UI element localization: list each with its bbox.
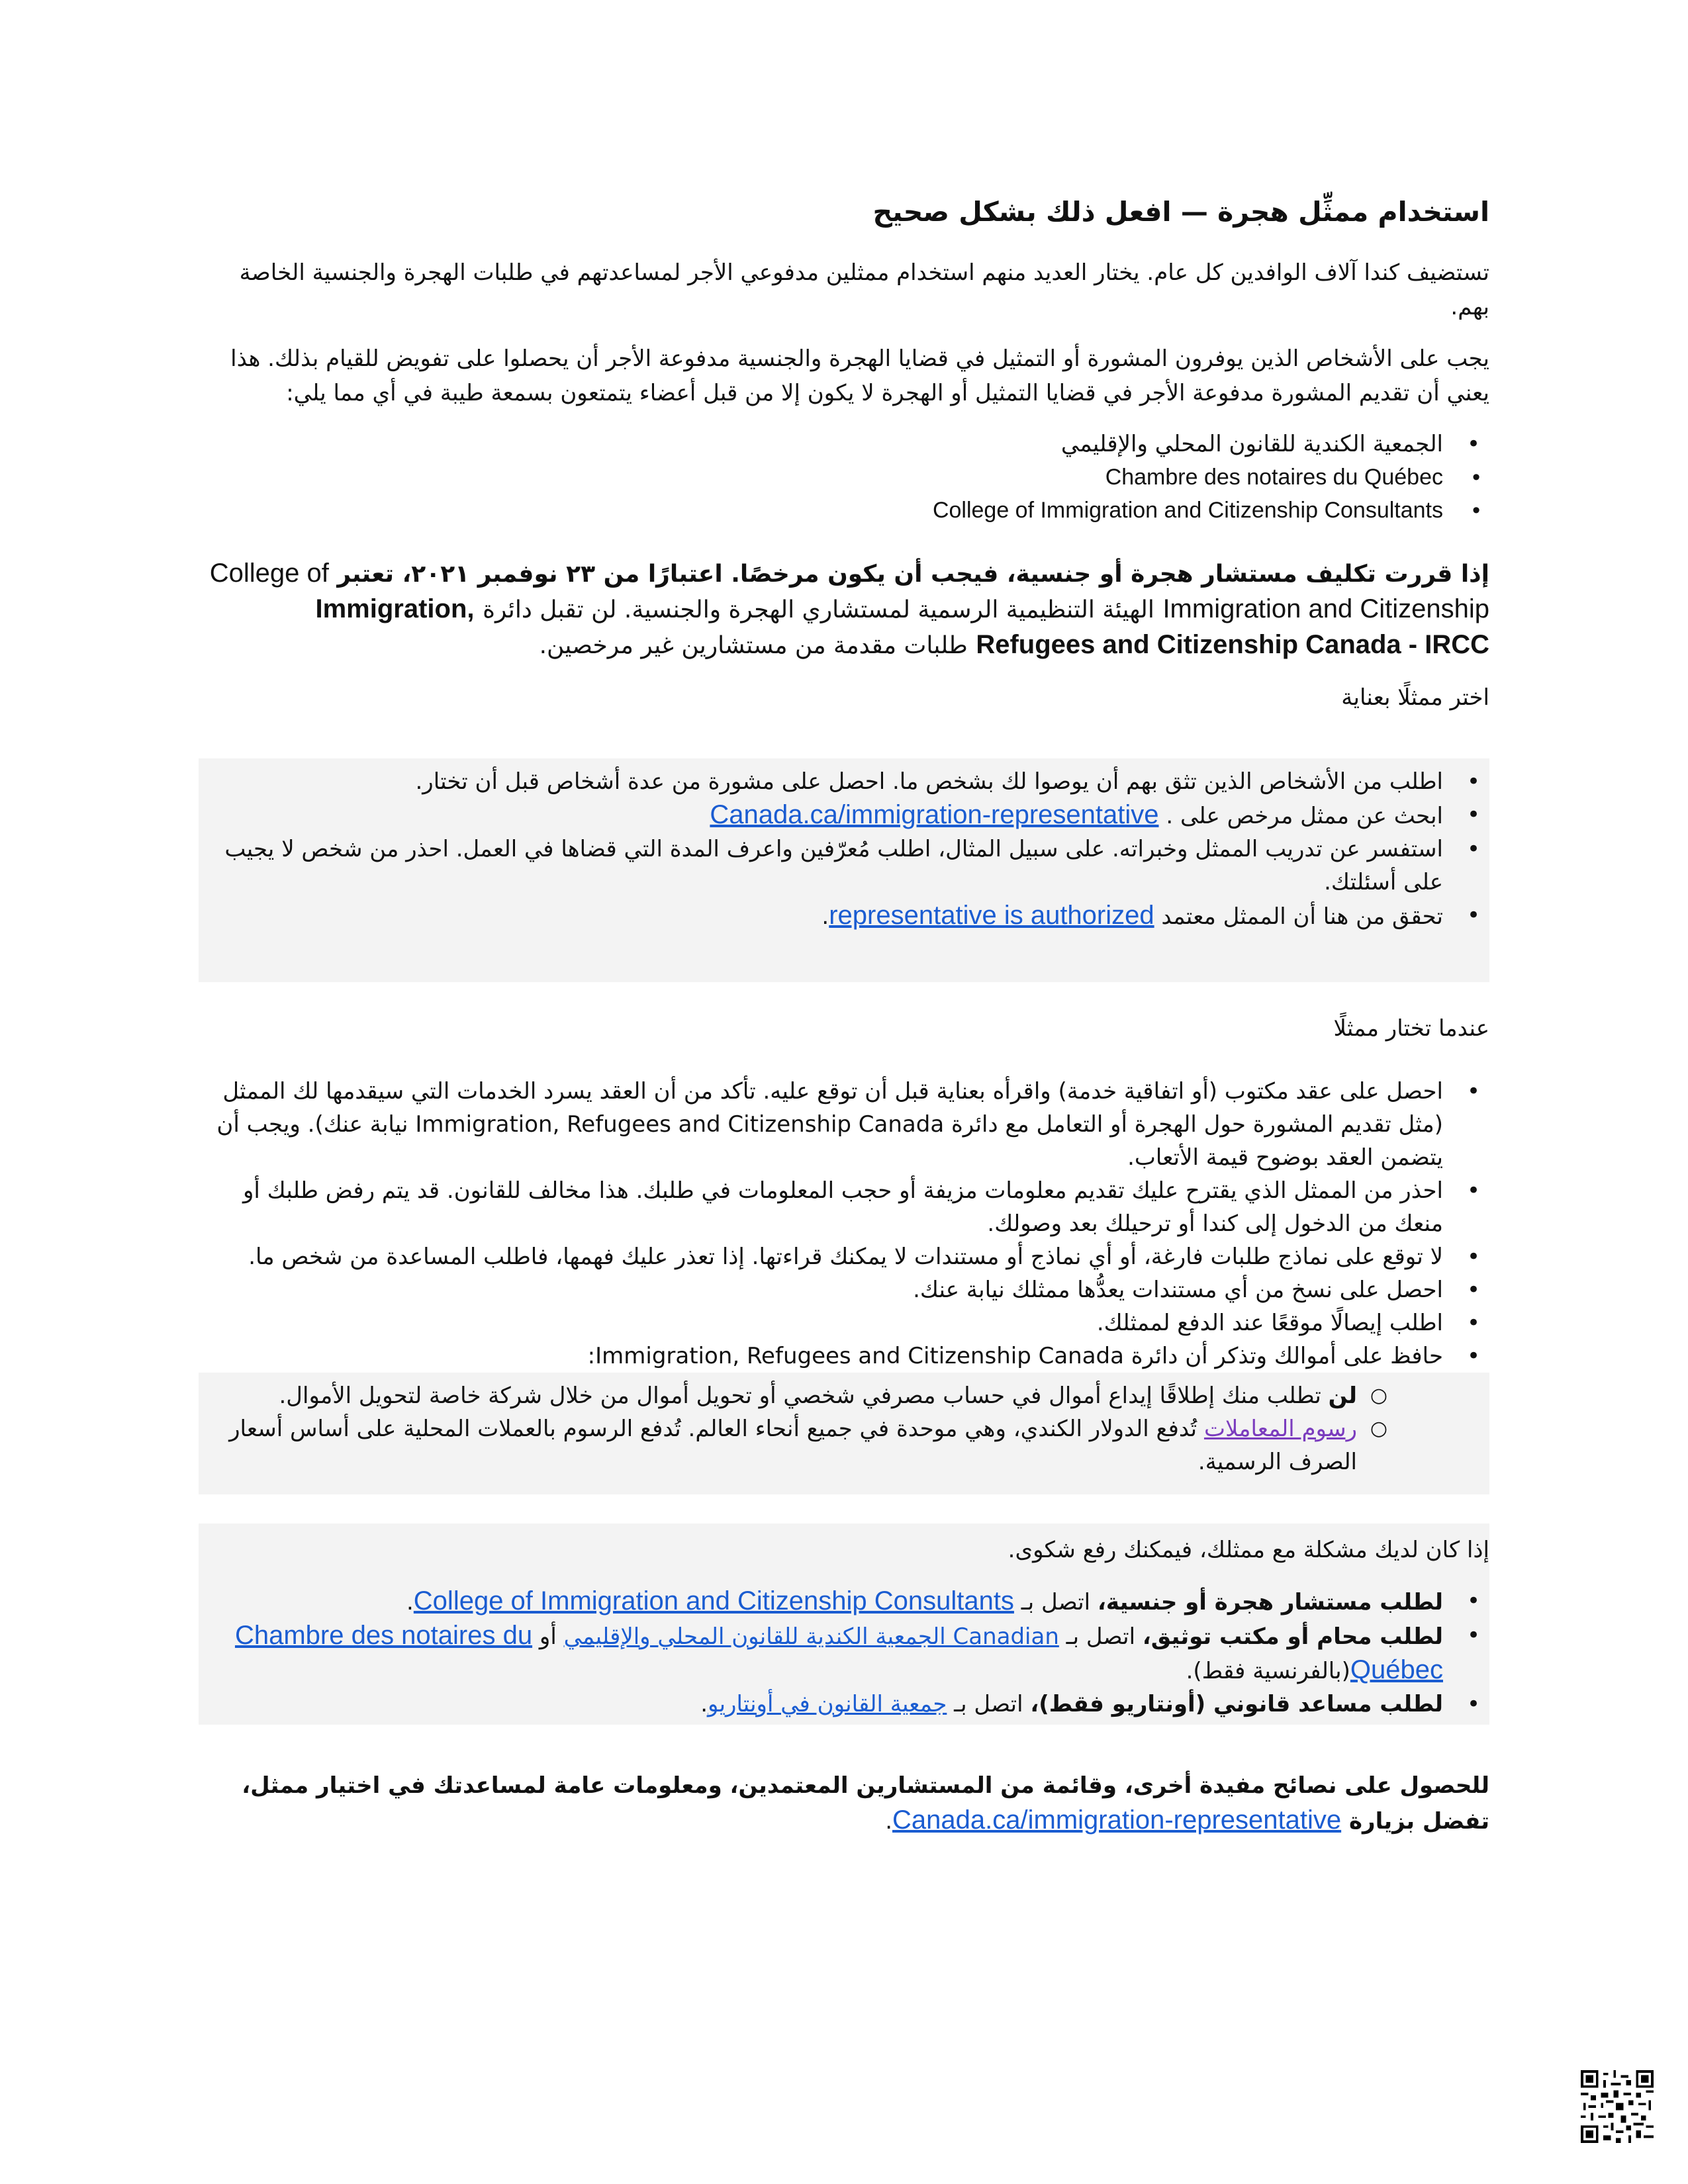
money-list [199, 1379, 1489, 1479]
list-item: • لطلب مساعد قانوني (أونتاريو فقط)، اتصل بـ جمعية القانون في أونتاريو. [199, 1688, 1489, 1721]
choose-heading: اختر ممثلًا بعناية [1341, 684, 1489, 711]
qr-code-icon [1581, 2070, 1654, 2143]
college-name: College of Immigration and Citizenship [209, 559, 1489, 623]
ontario-law-link[interactable]: جمعية القانون في أونتاريو [708, 1691, 947, 1717]
list-item: • لطلب مستشار هجرة أو جنسية، اتصل بـ College of Immigration and Citizenship Consultants. [199, 1584, 1489, 1619]
list-item: ○ لن تطلب منك إطلاقًا إيداع أموال في حساب مصرفي شخصي أو تحويل أموال من خلال شركة خاصة لتحويل الأموال. [199, 1379, 1489, 1412]
authorization-paragraph: يجب على الأشخاص الذين يوفرون المشورة أو التمثيل في قضايا الهجرة والجنسية مدفوعة الأجر أن يحصلوا على تفويض للقيام بذلك. هذا يعني أن تقديم المشورة مدفوعة الأجر في قضايا التمثيل أو الهجرة لا يكون إلا من قبل أعضاء يتمتعون بسمعة طيبة في أي مما يلي: [230, 345, 1489, 406]
choose-list [199, 765, 1489, 933]
list-item: ○ رسوم المعاملات تُدفع الدولار الكندي، وهي موحدة في جميع أنحاء العالم. تُدفع الرسوم بالعملات المحلية على أساس أسعار الصرف الرسمية. [199, 1412, 1489, 1479]
list-item: • احصل على عقد مكتوب (أو اتفاقية خدمة) واقرأه بعناية قبل أن توقع عليه. تأكد من أن العقد يسرد الخدمات التي سيقدمها لك الممثل (مثل تقديم المشورة حول الهجرة أو التعامل مع دائرة Immigration, Refugees and Citizenship Canada نيابة عنك). ويجب أن يتضمن العقد بوضوح قيمة الأتعاب. [199, 1075, 1489, 1174]
list-item: • لا توقع على نماذج طلبات فارغة، أو أي نماذج أو مستندات لا يمكنك قراءتها. إذا تعذر عليك فهمها، فاطلب المساعدة من شخص ما. [199, 1240, 1489, 1273]
choose-section [199, 758, 1489, 982]
ircc-name: Immigration, Refugees and Citizenship Canada - IRCC [315, 594, 1489, 659]
list-item: • تحقق من هنا أن الممثل معتمد representative is authorized. [199, 899, 1489, 933]
list-item: • لطلب محام أو مكتب توثيق، اتصل بـ Canadian الجمعية الكندية للقانون المحلي والإقليمي أو Chambre des notaires du Québec(بالفرنسية فقط). [199, 1619, 1489, 1688]
closing-paragraph: للحصول على نصائح مفيدة أخرى، وقائمة من المستشارين المعتمدين، ومعلومات عامة لمساعدتك في اختيار ممثل، تفضل بزيارة Canada.ca/immigration-representative. [242, 1772, 1489, 1835]
consultant-paragraph: إذا قررت تكليف مستشار هجرة أو جنسية، فيجب أن يكون مرخصًا. اعتبارًا من ٢٣ نوفمبر ٢٠٢١، تعتبر College of Immigration and Citizenship الهيئة التنظيمية الرسمية لمستشاري الهجرة والجنسية. لن تقبل دائرة Immigration, Refugees and Citizenship Canada - IRCC طلبات مقدمة من مستشارين غير مرخصين. [209, 559, 1489, 659]
list-item: • احذر من الممثل الذي يقترح عليك تقديم معلومات مزيفة أو حجب المعلومات في طلبك. هذا مخالف للقانون. قد يتم رفض طلبك أو منعك من الدخول إلى كندا أو ترحيلك بعد وصولك. [199, 1174, 1489, 1240]
page-title: استخدام ممثِّل هجرة — افعل ذلك بشكل صحيح [872, 196, 1489, 228]
list-item: • الجمعية الكندية للقانون المحلي والإقليمي [199, 428, 1489, 461]
when-heading: عندما تختار ممثلًا [1333, 1015, 1489, 1042]
complaint-section [199, 1524, 1489, 1725]
list-item: • احصل على نسخ من أي مستندات يعدُّها ممثلك نيابة عنك. [199, 1273, 1489, 1306]
list-item: • استفسر عن تدريب الممثل وخبراته. على سبيل المثال، اطلب مُعرّفين واعرف المدة التي قضاها في العمل. احذر من شخص لا يجيب على أسئلتك. [199, 833, 1489, 899]
regulatory-bodies-list [199, 428, 1489, 527]
list-item: • اطلب إيصالًا موقعًا عند الدفع لممثلك. [199, 1306, 1489, 1340]
complaint-list [199, 1584, 1489, 1721]
money-section [199, 1373, 1489, 1494]
law-society-link[interactable]: Canadian الجمعية الكندية للقانون المحلي والإقليمي [563, 1623, 1059, 1650]
closing-link[interactable]: Canada.ca/immigration-representative [892, 1805, 1342, 1835]
list-item: • Chambre des notaires du Québec [199, 461, 1489, 494]
fees-link[interactable]: رسوم المعاملات [1203, 1416, 1357, 1442]
list-item: • حافظ على أموالك وتذكر أن دائرة Immigration, Refugees and Citizenship Canada: [199, 1340, 1489, 1373]
representative-link[interactable]: Canada.ca/immigration-representative [710, 800, 1159, 829]
when-list [199, 1075, 1489, 1373]
notaires-link[interactable]: Chambre des notaires du Québec [234, 1621, 1443, 1684]
intro-paragraph: تستضيف كندا آلاف الوافدين كل عام. يختار العديد منهم استخدام ممثلين مدفوعي الأجر لمساعدتهم في طلبات الهجرة والجنسية الخاصة بهم. [239, 259, 1489, 320]
authorized-link[interactable]: representative is authorized [829, 901, 1154, 930]
when-section [199, 1075, 1489, 1373]
college-link[interactable]: College of Immigration and Citizenship Consultants [413, 1586, 1014, 1615]
list-item: • اطلب من الأشخاص الذين تثق بهم أن يوصوا لك بشخص ما. احصل على مشورة من عدة أشخاص قبل أن تختار. [199, 765, 1489, 798]
complaint-heading: إذا كان لديك مشكلة مع ممثلك، فيمكنك رفع شكوى. [1008, 1537, 1489, 1563]
list-item: • ابحث عن ممثل مرخص على . Canada.ca/immigration-representative [199, 798, 1489, 833]
list-item: • College of Immigration and Citizenship Consultants [199, 494, 1489, 527]
document-content [199, 192, 1489, 1839]
